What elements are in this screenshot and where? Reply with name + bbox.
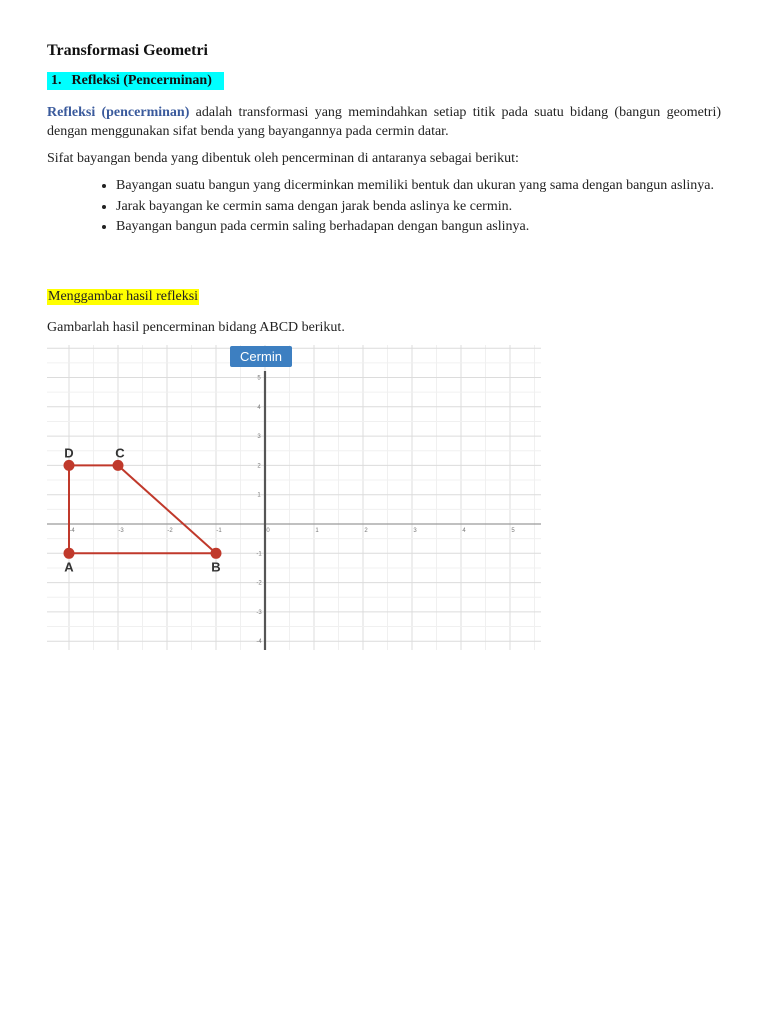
section-heading [47, 72, 224, 90]
subheading-highlight: Menggambar hasil refleksi [48, 289, 199, 304]
properties-list [91, 177, 746, 239]
section-number: 1. [51, 73, 62, 88]
x-tick-label: 0 [266, 528, 270, 534]
vertex-point [64, 460, 75, 471]
definition-term: Refleksi (pencerminan) [47, 105, 190, 120]
x-tick-label: -2 [167, 528, 173, 534]
y-tick-label: 3 [257, 434, 261, 441]
y-tick-label: 2 [257, 463, 261, 470]
properties-intro: Sifat bayangan benda yang dibentuk oleh pencerminan di antaranya sebagai berikut: [47, 151, 519, 166]
x-tick-label: 2 [364, 528, 368, 534]
vertex-point [64, 548, 75, 559]
coordinate-graph [47, 345, 541, 650]
x-tick-label: 4 [462, 528, 466, 534]
vertex-label: B [211, 559, 221, 575]
vertex-point [211, 548, 222, 559]
list-item: • Jarak bayangan ke cermin sama dengan jarak benda aslinya ke cermin. [116, 198, 746, 216]
y-tick-label: 4 [257, 404, 261, 411]
vertex-label: C [115, 445, 125, 461]
section-heading-text: Refleksi (Pencerminan) [71, 73, 212, 88]
vertex-label: A [64, 559, 74, 575]
y-tick-label: 5 [257, 375, 261, 382]
graph-svg [47, 345, 541, 650]
y-tick-label: -4 [256, 639, 262, 646]
y-tick-label: -1 [256, 551, 262, 558]
x-tick-label: -4 [69, 528, 75, 534]
x-tick-label: -1 [216, 528, 222, 534]
list-item: • Bayangan suatu bangun yang dicerminkan memiliki bentuk dan ukuran yang sama dengan bangun aslinya. [116, 177, 746, 195]
mirror-label: Cermin [240, 349, 282, 364]
definition-paragraph [47, 103, 721, 141]
y-tick-label: -3 [256, 609, 262, 616]
y-tick-label: 1 [257, 492, 261, 499]
document-title: Transformasi Geometri [47, 42, 208, 59]
x-tick-label: 3 [413, 528, 417, 534]
y-tick-label: -2 [256, 580, 262, 587]
vertex-label: D [64, 445, 74, 461]
x-tick-label: 1 [315, 528, 319, 534]
definition-text: adalah transformasi yang memindahkan setiap titik pada suatu bidang (bangun geometri) dengan menggunakan sifat benda yang bayangannya pada cermin datar. [47, 105, 721, 139]
instruction-text: Gambarlah hasil pencerminan bidang ABCD berikut. [47, 320, 345, 335]
list-item: • Bayangan bangun pada cermin saling berhadapan dengan bangun aslinya. [116, 218, 746, 236]
vertex-point [113, 460, 124, 471]
x-tick-label: 5 [511, 528, 515, 534]
x-tick-label: -3 [118, 528, 124, 534]
